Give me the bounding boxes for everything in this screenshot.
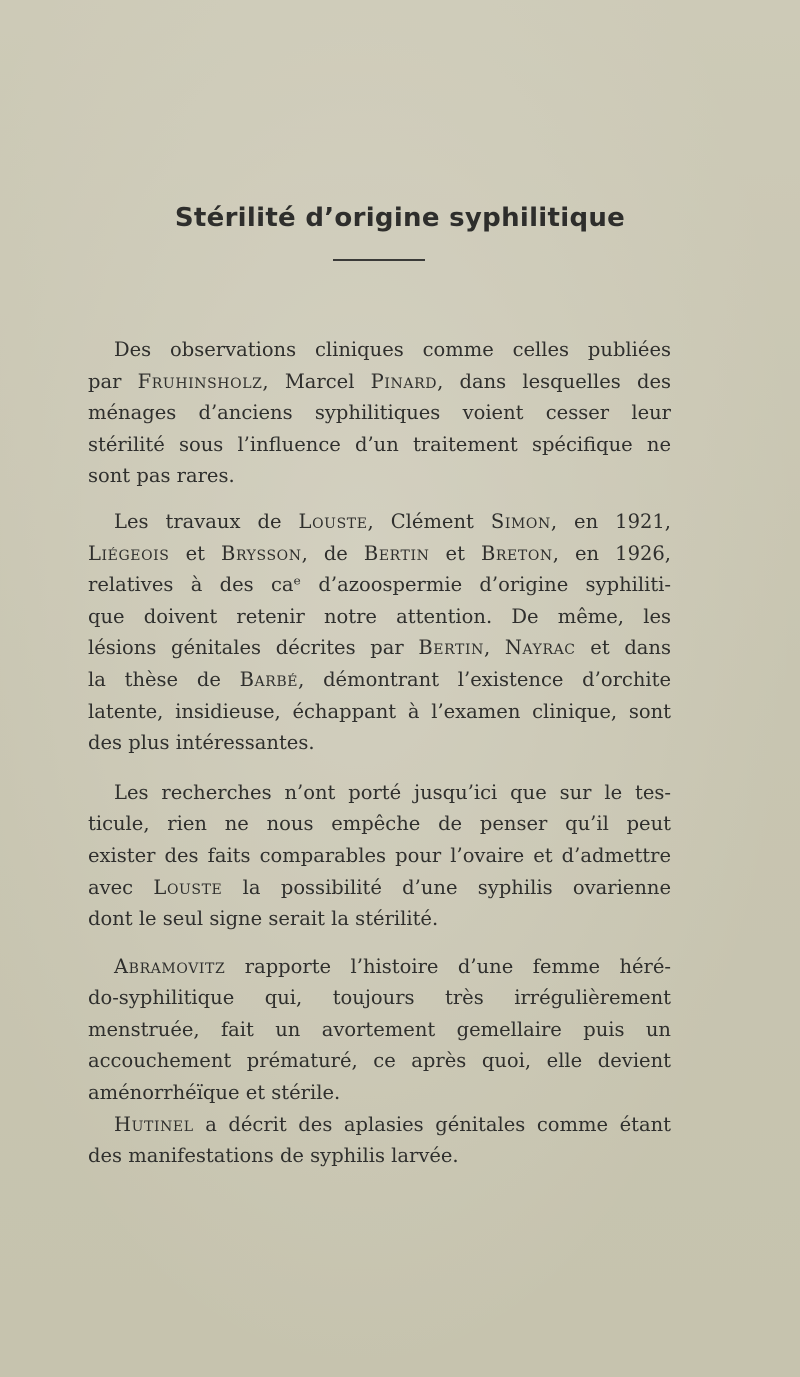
text-line	[88, 538, 671, 570]
author-name: Nayrac	[504, 636, 576, 660]
text-line: exister des faits comparables pour l’ovaire et d’admettre	[88, 843, 671, 867]
author-name: Simon	[490, 509, 551, 533]
text-run: , Clément	[367, 509, 491, 533]
text-run: ,	[483, 636, 505, 660]
text-run: et dans	[575, 636, 672, 660]
text-run: , en 1926,	[552, 541, 671, 565]
title-rule	[333, 259, 425, 261]
text-run: rapporte l’histoire d’une femme héré-	[225, 954, 671, 978]
text-line	[88, 951, 671, 983]
text-line: ménages d’anciens syphilitiques voient cesser leur	[88, 401, 671, 425]
paragraph-3	[88, 777, 671, 935]
text-line: des manifestations de syphilis larvée.	[88, 1144, 459, 1168]
text-run: la thèse de	[88, 667, 240, 691]
author-name: Pinard	[370, 369, 438, 393]
author-name: Abramovitz	[114, 954, 226, 978]
text-run: , dans lesquelles des	[437, 369, 671, 393]
text-line: aménorrhéïque et stérile.	[88, 1081, 341, 1105]
chapter-title: Stérilité d’origine syphilitique	[174, 203, 626, 233]
author-name: Bertin	[363, 541, 430, 565]
text-line	[88, 1109, 671, 1141]
text-line: latente, insidieuse, échappant à l’examen clinique, sont	[88, 699, 671, 723]
text-line: do-syphilitique qui, toujours très irrégulièrement	[88, 986, 671, 1010]
author-name: Hutinel	[114, 1112, 194, 1136]
text-run: , en 1921,	[550, 509, 671, 533]
text-run: avec	[88, 875, 154, 899]
paragraph-1	[88, 334, 671, 492]
text-run: , Marcel	[262, 369, 371, 393]
author-name: Louste	[153, 875, 223, 899]
text-line: que doivent retenir notre attention. De même, les	[88, 604, 671, 628]
text-line	[88, 872, 671, 904]
text-run: par	[88, 369, 138, 393]
author-name: Breton	[480, 541, 553, 565]
text-line: dont le seul signe serait la stérilité.	[88, 907, 439, 931]
text-line: accouchement prématuré, ce après quoi, elle devient	[88, 1049, 671, 1073]
author-name: Barbé	[239, 667, 299, 691]
text-line: stérilité sous l’influence d’un traitement spécifique ne	[88, 432, 671, 456]
author-name: Louste	[298, 509, 368, 533]
text-run: , de	[301, 541, 364, 565]
author-name: Fruhinsholz	[137, 369, 263, 393]
text-line: Les recherches n’ont porté jusqu’ici que sur le tes-	[114, 780, 671, 804]
paragraph-4	[88, 951, 671, 1109]
text-run: , démontrant l’existence d’orchite	[298, 667, 672, 691]
text-line: menstruée, fait un avortement gemellaire puis un	[88, 1017, 671, 1041]
paragraph-2	[88, 506, 671, 759]
text-run: et	[429, 541, 481, 565]
text-run: Les travaux de	[114, 509, 299, 533]
text-run: la possibilité d’une syphilis ovarienne	[222, 875, 672, 899]
author-name: Bertin	[418, 636, 484, 660]
text-line	[88, 664, 671, 696]
text-line	[88, 632, 671, 664]
text-line	[88, 506, 671, 538]
text-line: des plus intéressantes.	[88, 731, 315, 755]
text-run: a décrit des aplasies génitales comme étant	[193, 1112, 671, 1136]
text-run: lésions génitales décrites par	[88, 636, 419, 660]
text-line: relatives à des caᵉ d’azoospermie d’origine syphiliti-	[88, 573, 671, 597]
author-name: Liégeois	[88, 541, 170, 565]
text-line	[88, 366, 671, 398]
text-line: ticule, rien ne nous empêche de penser qu’il peut	[88, 812, 671, 836]
paragraph-5	[88, 1109, 671, 1172]
author-name: Brysson	[221, 541, 302, 565]
text-line: sont pas rares.	[88, 464, 235, 488]
text-run: et	[169, 541, 222, 565]
body-text	[88, 334, 671, 1172]
text-line: Des observations cliniques comme celles publiées	[114, 338, 671, 361]
